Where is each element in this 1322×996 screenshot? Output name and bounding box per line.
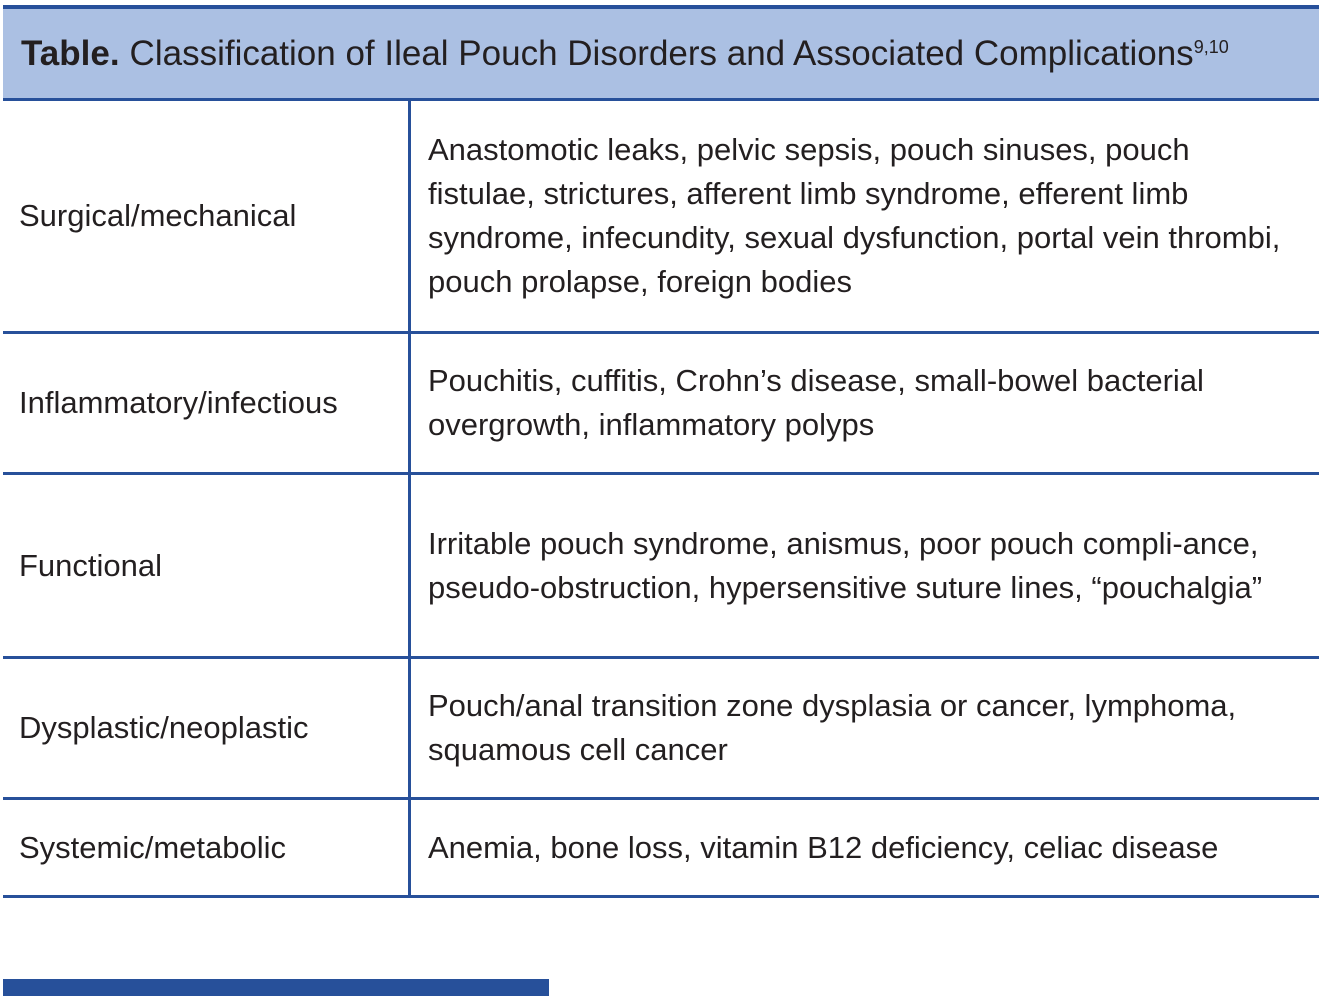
disorders-cell: Anastomotic leaks, pelvic sepsis, pouch sinuses, pouch fistulae, strictures, afferent limb syndrome, efferent limb syndrome, infecundity, sexual dysfunction, portal vein thrombi, pouch prolapse, foreign bodies bbox=[428, 132, 1281, 299]
caption-references: 9,10 bbox=[1193, 37, 1229, 57]
table-row bbox=[3, 334, 1319, 475]
table-row bbox=[3, 101, 1319, 334]
table-row bbox=[3, 659, 1319, 800]
category-cell: Inflammatory/infectious bbox=[3, 334, 411, 472]
caption-lead: Table. bbox=[21, 33, 120, 73]
category-cell: Functional bbox=[3, 475, 411, 656]
category-cell: Surgical/mechanical bbox=[3, 101, 411, 331]
table-row bbox=[3, 475, 1319, 659]
footer-rule bbox=[3, 979, 549, 996]
category-cell: Systemic/metabolic bbox=[3, 800, 411, 895]
disorders-cell: Pouchitis, cuffitis, Crohn’s disease, small-bowel bacterial overgrowth, inflammatory polyps bbox=[428, 363, 1204, 442]
classification-table bbox=[3, 5, 1319, 898]
disorders-cell: Anemia, bone loss, vitamin B12 deficiency, celiac disease bbox=[428, 829, 1219, 865]
disorders-cell: Irritable pouch syndrome, anismus, poor pouch compli-ance, pseudo-obstruction, hypersensitive suture lines, “pouchalgia” bbox=[428, 525, 1263, 605]
caption-text: Classification of Ileal Pouch Disorders and Associated Complications bbox=[129, 33, 1194, 73]
disorders-cell: Pouch/anal transition zone dysplasia or cancer, lymphoma, squamous cell cancer bbox=[428, 688, 1237, 767]
category-cell: Dysplastic/neoplastic bbox=[3, 659, 411, 797]
table-row bbox=[3, 800, 1319, 898]
table-caption bbox=[3, 5, 1319, 101]
